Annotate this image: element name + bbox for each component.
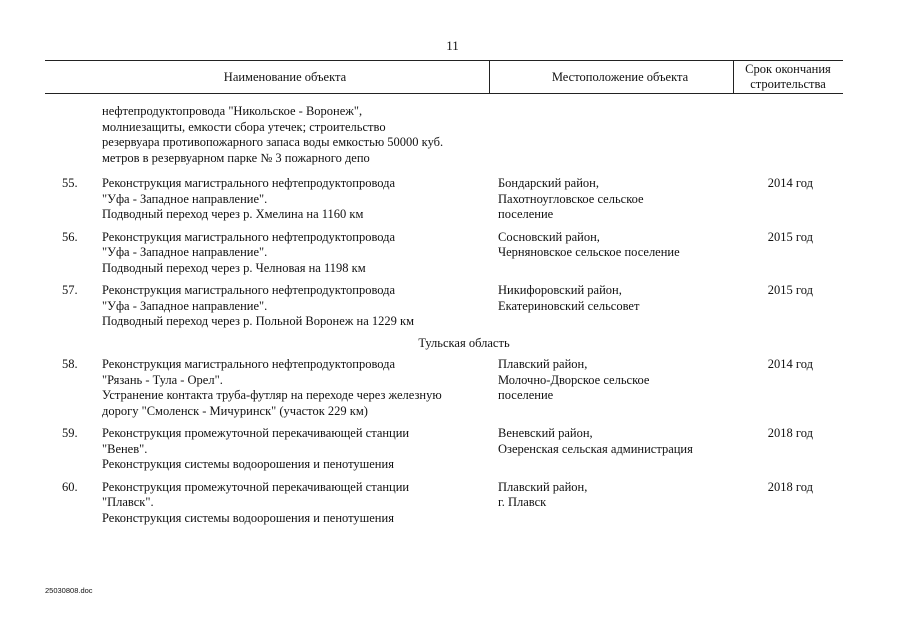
row-description: Реконструкция магистрального нефтепродуктопровода "Рязань - Тула - Орел". Устранение контакта труба-футляр на переходе через железную дорогу "Смоленск - Мичуринск" (участок 229 км): [102, 357, 442, 418]
row-term: 2015 год: [767, 229, 813, 244]
row-number: 60.: [62, 479, 78, 494]
row-description: Реконструкция магистрального нефтепродуктопровода "Уфа - Западное направление". Подводный переход через р. Польной Воронеж на 1229 км: [102, 283, 414, 328]
header-name: Наименование объекта: [223, 69, 347, 84]
row-term: 2015 год: [767, 283, 813, 297]
row-description: Реконструкция промежуточной перекачивающей станции "Плавск". Реконструкция системы водоорошения и пенотушения: [102, 479, 410, 525]
row-description: нефтепродуктопровода "Никольское - Воронеж", молниезащиты, емкости сбора утечек; строительство резервуара противопожарного запаса воды емкостью 50000 куб. метров в резервуарном парке № 3 пожарного депо: [102, 104, 444, 165]
row-location: Бондарский район, Пахотноугловское сельское поселение: [498, 176, 644, 221]
row-location: Плавский район, Молочно-Дворское сельское поселение: [498, 357, 650, 402]
page-number: 11: [446, 38, 459, 53]
table-row: [45, 357, 843, 419]
row-location: Веневский район, Озеренская сельская администрация: [498, 426, 693, 456]
row-description: Реконструкция промежуточной перекачивающей станции "Венев". Реконструкция системы водоорошения и пенотушения: [102, 426, 410, 471]
row-term: 2014 год: [767, 176, 813, 190]
row-term: 2014 год: [767, 357, 813, 371]
row-number: 57.: [62, 283, 78, 297]
table-row: [45, 283, 843, 330]
row-number: 59.: [62, 426, 78, 440]
table-body: [45, 104, 843, 526]
row-description: Реконструкция магистрального нефтепродуктопровода "Уфа - Западное направление". Подводный переход через р. Хмелина на 1160 км: [102, 176, 396, 221]
row-description: Реконструкция магистрального нефтепродуктопровода "Уфа - Западное направление". Подводный переход через р. Челновая на 1198 км: [102, 229, 396, 275]
row-location: Сосновский район, Черняновское сельское поселение: [498, 229, 680, 259]
table-row: [45, 426, 843, 473]
table-row: [45, 104, 843, 166]
row-location: Плавский район, г. Плавск: [498, 479, 588, 509]
row-number: 55.: [62, 176, 78, 190]
header-location: Местоположение объекта: [551, 69, 689, 84]
region-heading: Тульская область: [418, 335, 510, 350]
table-row: [45, 176, 843, 223]
footer-filename: 25030808.doc: [45, 586, 93, 595]
header-divider: [489, 61, 490, 93]
row-term: 2018 год: [767, 426, 813, 440]
table-row: [45, 480, 843, 527]
row-term: 2018 год: [767, 479, 813, 494]
header-term: Срок окончания строительства: [745, 62, 831, 91]
table-row: [45, 230, 843, 277]
table-header: [45, 60, 843, 94]
row-number: 56.: [62, 229, 78, 244]
row-number: 58.: [62, 357, 78, 371]
row-location: Никифоровский район, Екатериновский сельсовет: [498, 283, 640, 313]
